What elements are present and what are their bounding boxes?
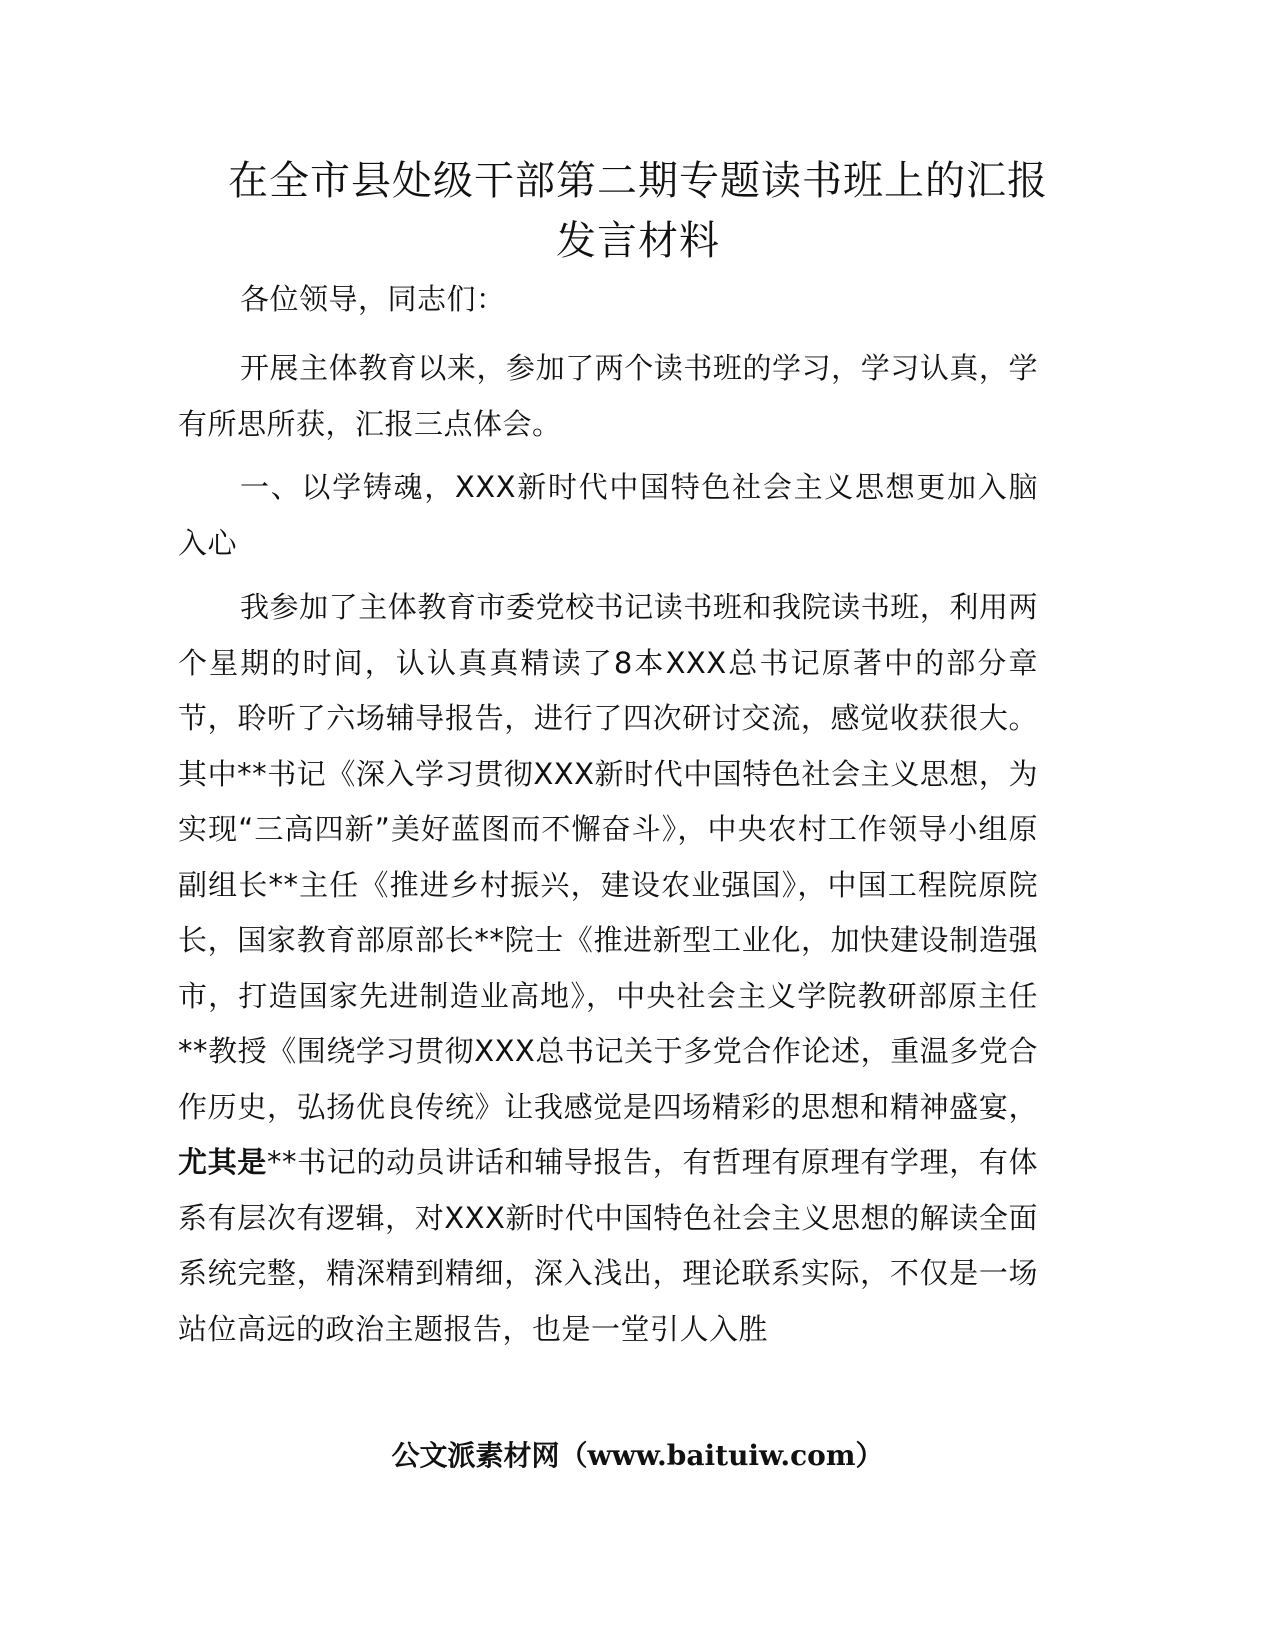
- main-paragraph: [178, 580, 1038, 1357]
- footer-watermark-text: 公文派素材网（www.baituiw.com）: [391, 1439, 884, 1472]
- document-title-line2: 发言材料: [556, 218, 720, 264]
- main-paragraph-part2: **书记的动员讲话和辅导报告，有哲理有原理有学理，有体系有层次有逻辑，对XXX新时代中国特色社会主义思想的解读全面系统完整，精深精到精细，深入浅出，理论联系实际，不仅是一场站位高远的政治主题报告，也是一堂引人入胜: [178, 1145, 1038, 1346]
- intro-paragraph: 开展主体教育以来，参加了两个读书班的学习，学习认真，学有所思所获，汇报三点体会。: [178, 351, 1038, 441]
- document-title-line1: 在全市县处级干部第二期专题读书班上的汇报: [228, 158, 1048, 204]
- greeting-paragraph: 各位领导，同志们：: [240, 282, 506, 316]
- main-paragraph-emphasis: 尤其是: [178, 1145, 267, 1179]
- section-heading-1: 一、以学铸魂，XXX新时代中国特色社会主义思想更加入脑入心: [178, 470, 1038, 560]
- main-paragraph-part1: 我参加了主体教育市委党校书记读书班和我院读书班，利用两个星期的时间，认认真真精读了8本XXX总书记原著中的部分章节，聆听了六场辅导报告，进行了四次研讨交流，感觉收获很大。其中**书记《深入学习贯彻XXX新时代中国特色社会主义思想，为实现“三高四新”美好蓝图而不懈奋斗》，中央农村工作领导小组原副组长**主任《推进乡村振兴，建设农业强国》，中国工程院原院长，国家教育部原部长**院士《推进新型工业化，加快建设制造强市，打造国家先进制造业高地》，中央社会主义学院教研部原主任**教授《围绕学习贯彻XXX总书记关于多党合作论述，重温多党合作历史，弘扬优良传统》让我感觉是四场精彩的思想和精神盛宴，: [178, 590, 1038, 1124]
